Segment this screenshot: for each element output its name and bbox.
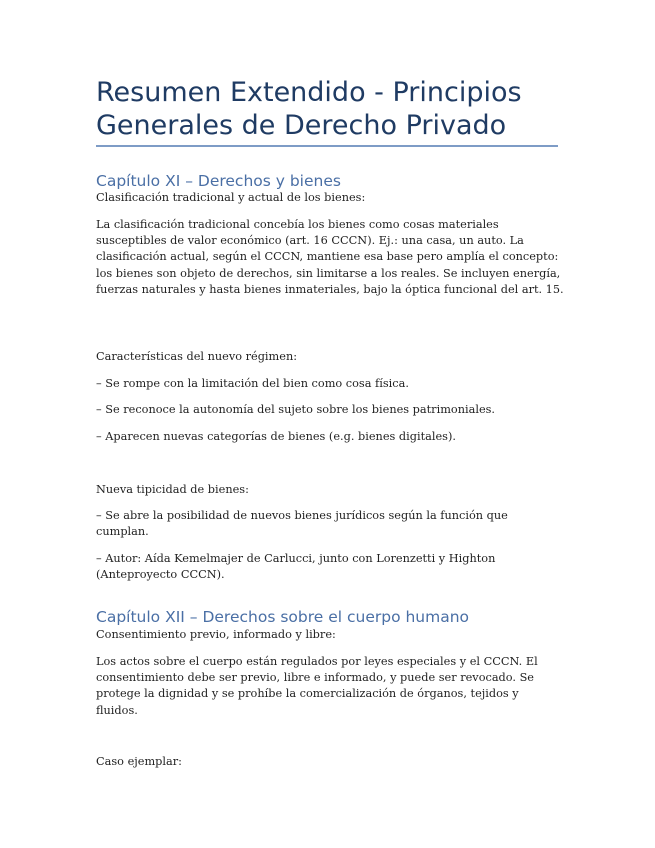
feature-item: – Aparecen nuevas categorías de bienes (e.g. bienes digitales). bbox=[96, 430, 456, 443]
case-label: Caso ejemplar: bbox=[96, 755, 182, 768]
typicity-label: Nueva tipicidad de bienes: bbox=[96, 483, 249, 496]
feature-item: – Se reconoce la autonomía del sujeto sobre los bienes patrimoniales. bbox=[96, 403, 496, 416]
chapter-xii-subtitle: Consentimiento previo, informado y libre: bbox=[96, 628, 336, 641]
typicity-item: – Se abre la posibilidad de nuevos bienes jurídicos según la función que cumplan. bbox=[96, 509, 508, 539]
title-underline bbox=[96, 145, 558, 147]
feature-item: – Se rompe con la limitación del bien como cosa física. bbox=[96, 377, 409, 390]
chapter-xi-paragraph: La clasificación tradicional concebía los bienes como cosas materiales susceptibles de valor económico (art. 16 CCCN). Ej.: una casa, un auto. La clasificación actual, según el CCCN, mantiene esa base pero amplía el concepto: los bienes son objeto de derechos, sin limitarse a los reales. Se incluyen energía, fuerzas naturales y hasta bienes inmateriales, bajo la óptica funcional del art. 15. bbox=[96, 218, 564, 296]
chapter-xii-heading: Capítulo XII – Derechos sobre el cuerpo humano bbox=[96, 608, 470, 626]
chapter-xii-paragraph: Los actos sobre el cuerpo están regulados por leyes especiales y el CCCN. El consentimiento debe ser previo, libre e informado, y puede ser revocado. Se protege la dignidad y se prohíbe la comercialización de órganos, tejidos y fluidos. bbox=[96, 655, 538, 717]
features-label: Características del nuevo régimen: bbox=[96, 350, 298, 363]
typicity-item: – Autor: Aída Kemelmajer de Carlucci, junto con Lorenzetti y Highton (Anteproyecto CCCN). bbox=[96, 552, 496, 582]
chapter-xi-heading: Capítulo XI – Derechos y bienes bbox=[96, 172, 341, 190]
document-title: Resumen Extendido - Principios Generales de Derecho Privado bbox=[96, 77, 522, 141]
chapter-xi-subtitle: Clasificación tradicional y actual de los bienes: bbox=[96, 191, 366, 204]
